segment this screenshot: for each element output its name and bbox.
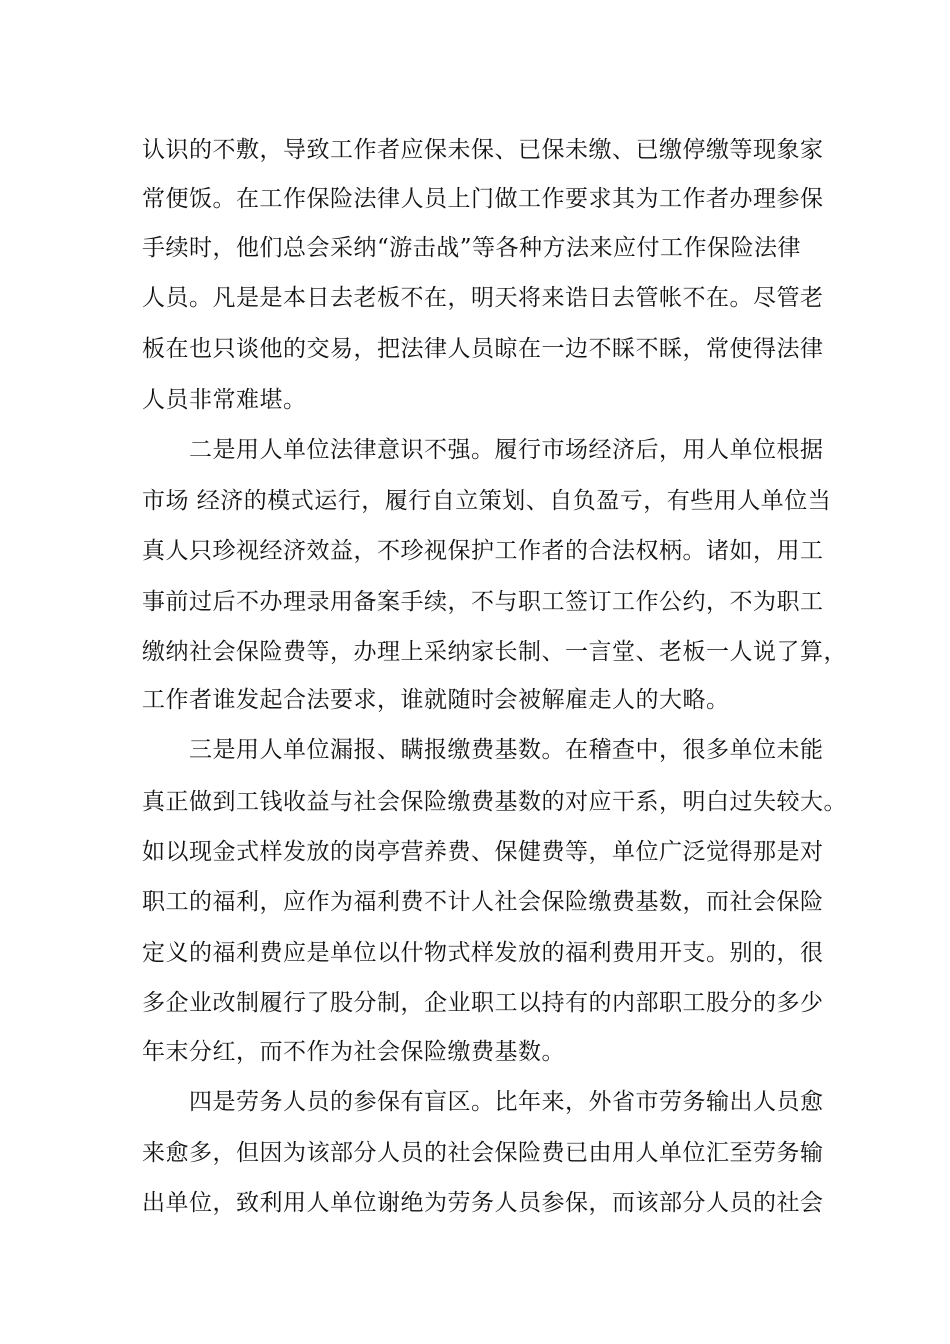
text-line-11: 缴纳社会保险费等，办理上采纳家长制、一言堂、老板一人说了算， <box>142 639 847 665</box>
text-line-1: 认识的不敷，导致工作者应保未保、已保未缴、已缴停缴等现象家 <box>142 137 824 163</box>
text-line-12: 工作者谁发起合法要求，谁就随时会被解雇走人的大略。 <box>142 687 730 713</box>
text-line-2: 常便饭。在工作保险法律人员上门做工作要求其为工作者办理参保 <box>142 186 824 212</box>
text-line-8: 市场 经济的模式运行，履行自立策划、自负盈亏，有些用人单位当 <box>142 488 832 514</box>
text-line-7: 二是用人单位法律意识不强。履行市场经济后，用人单位根据 <box>189 437 824 463</box>
text-line-9: 真人只珍视经济效益，不珍视保护工作者的合法权柄。诸如，用工 <box>142 538 824 564</box>
text-line-17: 定义的福利费应是单位以什物式样发放的福利费用开支。别的，很 <box>142 940 824 966</box>
text-line-5: 板在也只谈他的交易，把法律人员晾在一边不睬不睬，常使得法律 <box>142 336 824 362</box>
text-line-20: 四是劳务人员的参保有盲区。比年来，外省市劳务输出人员愈 <box>189 1089 824 1115</box>
text-line-6: 人员非常难堪。 <box>142 387 307 413</box>
text-line-3: 手续时，他们总会采纳“游击战”等各种方法来应付工作保险法律 <box>142 235 802 261</box>
text-line-18: 多企业改制履行了股分制，企业职工以持有的内部职工股分的多少 <box>142 990 824 1016</box>
text-line-15: 如以现金式样发放的岗亭营养费、保健费等，单位广泛觉得那是对 <box>142 839 824 865</box>
text-line-22: 出单位，致利用人单位谢绝为劳务人员参保，而该部分人员的社会 <box>142 1190 824 1216</box>
text-line-21: 来愈多，但因为该部分人员的社会保险费已由用人单位汇至劳务输 <box>142 1140 824 1166</box>
text-line-13: 三是用人单位漏报、瞒报缴费基数。在稽查中，很多单位未能 <box>189 737 824 763</box>
text-line-10: 事前过后不办理录用备案手续，不与职工签订工作公约，不为职工 <box>142 589 824 615</box>
text-line-16: 职工的福利，应作为福利费不计人社会保险缴费基数，而社会保险 <box>142 889 824 915</box>
text-line-19: 年末分红，而不作为社会保险缴费基数。 <box>142 1039 565 1065</box>
text-line-4: 人员。凡是是本日去老板不在，明天将来诰日去管帐不在。尽管老 <box>142 285 824 311</box>
text-line-14: 真正做到工钱收益与社会保险缴费基数的对应干系，明白过失较大。 <box>142 789 847 815</box>
